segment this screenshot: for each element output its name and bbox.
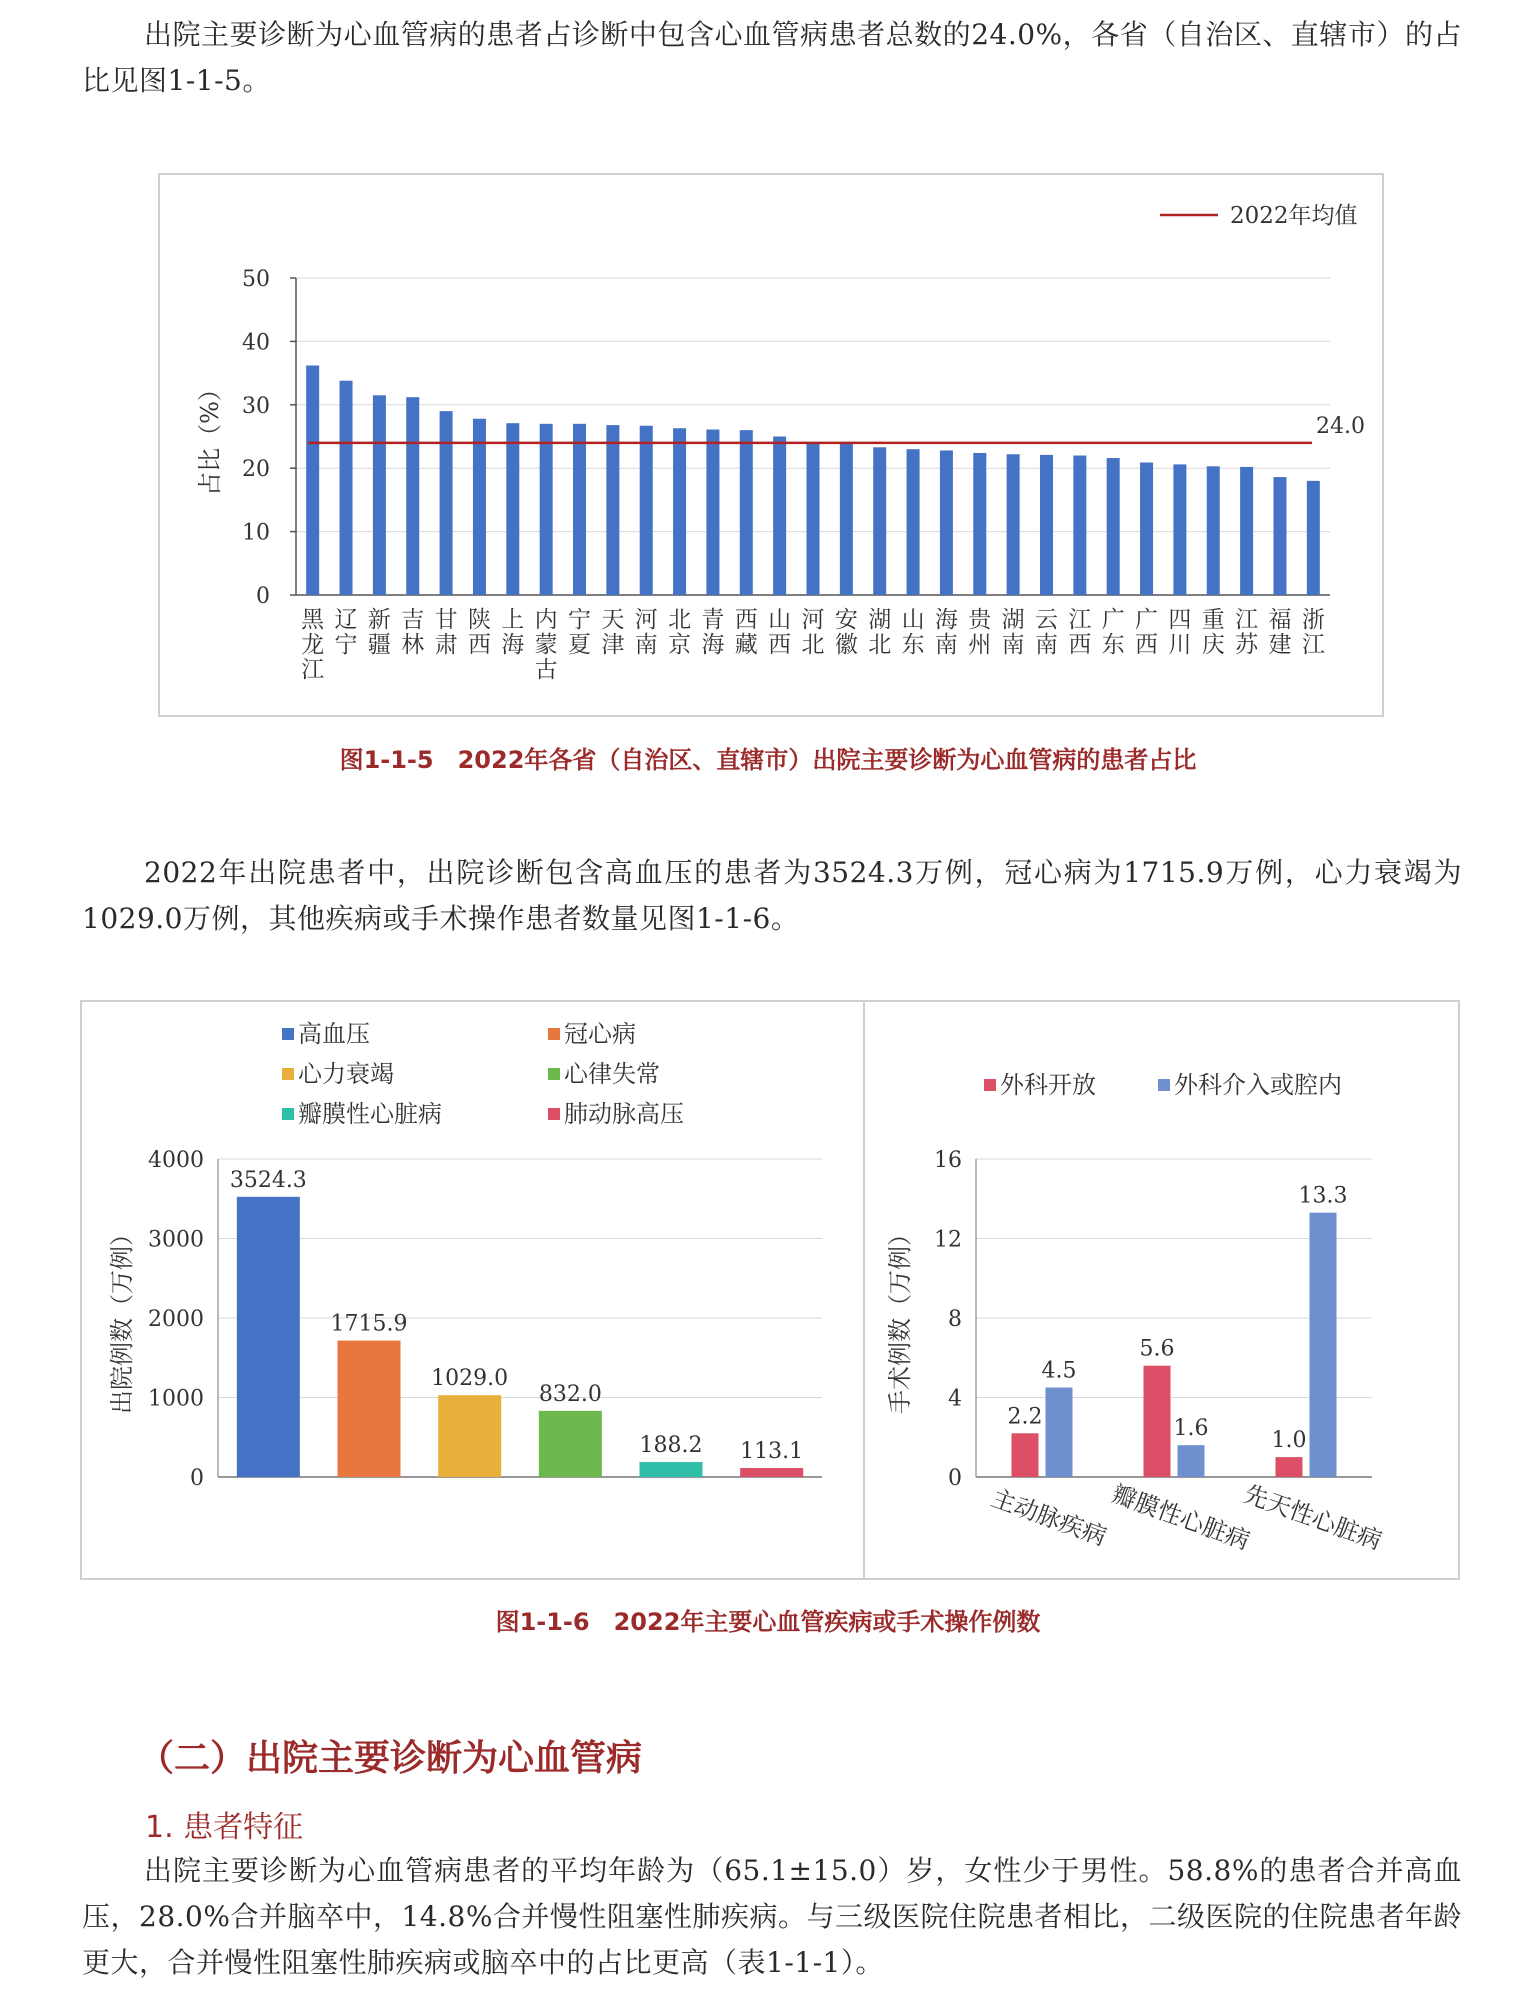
fig6b-data-label: 1.6 xyxy=(1173,1416,1209,1442)
fig6b-y-tick-label: 0 xyxy=(948,1466,962,1491)
fig5-bar xyxy=(673,428,686,595)
fig5-y-tick-label: 30 xyxy=(242,393,270,419)
fig6b-legend-label: 外科开放 xyxy=(1000,1071,1096,1099)
fig5-bar xyxy=(306,365,319,595)
fig5-bar xyxy=(1007,454,1020,595)
fig6a-bar xyxy=(640,1462,703,1477)
fig5-bar xyxy=(606,425,619,595)
fig5-x-tick-label: 广东 xyxy=(1101,607,1125,658)
fig5-bar xyxy=(1073,456,1086,595)
fig6b-bar xyxy=(1046,1388,1073,1477)
fig5-bar xyxy=(373,395,386,595)
fig6a-bar xyxy=(438,1395,501,1477)
fig6a-data-label: 113.1 xyxy=(740,1439,804,1465)
fig6a-bar xyxy=(338,1341,401,1477)
fig5-bar xyxy=(1307,481,1320,595)
fig6a-legend-swatch xyxy=(282,1028,294,1040)
fig5-chart xyxy=(160,175,1382,715)
fig5-legend-label: 2022年均值 xyxy=(1230,203,1358,229)
fig5-x-tick-label: 新疆 xyxy=(367,607,391,658)
fig6a-y-axis-label: 出院例数（万例） xyxy=(108,1222,136,1414)
fig5-x-tick-label: 天津 xyxy=(601,607,625,658)
fig6b-legend-swatch xyxy=(984,1079,996,1091)
fig6a-data-label: 832.0 xyxy=(538,1381,602,1407)
fig6a-data-label: 1029.0 xyxy=(431,1366,509,1392)
fig6b-legend-label: 外科介入或腔内 xyxy=(1174,1071,1342,1099)
fig6b-y-axis-label: 手术例数（万例） xyxy=(886,1222,914,1414)
fig5-bar xyxy=(773,437,786,596)
fig5-x-tick-label: 浙江 xyxy=(1301,607,1325,658)
fig5-bar xyxy=(440,411,453,595)
fig6a-data-label: 3524.3 xyxy=(229,1167,307,1193)
fig6-chart xyxy=(82,1002,1458,1578)
fig6a-legend-label: 心力衰竭 xyxy=(298,1060,394,1088)
fig6a-legend-label: 瓣膜性心脏病 xyxy=(298,1100,442,1128)
fig5-chart-frame xyxy=(158,173,1384,717)
fig6a-data-label: 1715.9 xyxy=(330,1311,408,1337)
fig6a-y-tick-label: 4000 xyxy=(148,1148,204,1173)
fig6a-legend-label: 冠心病 xyxy=(564,1020,636,1048)
fig6b-x-tick-label: 主动脉疾病 xyxy=(987,1483,1110,1552)
fig5-x-tick-label: 广西 xyxy=(1135,607,1159,658)
fig5-y-tick-label: 10 xyxy=(242,520,270,546)
bottom-paragraph: 出院主要诊断为心血管病患者的平均年龄为（65.1±15.0）岁，女性少于男性。58.8%的患者合并高血压，28.0%合并脑卒中，14.8%合并慢性阻塞性肺疾病。与三级医院住院患者相比，二级医院的住院患者年龄更大，合并慢性阻塞性肺疾病或脑卒中的占比更高（表1-1-1）。 xyxy=(82,1854,1462,1979)
fig6b-data-label: 4.5 xyxy=(1041,1358,1077,1384)
fig5-x-tick-label: 黑龙江 xyxy=(301,607,325,683)
fig5-x-tick-label: 四川 xyxy=(1168,607,1192,658)
fig5-bar xyxy=(1140,462,1153,595)
fig5-x-tick-label: 甘肃 xyxy=(434,607,458,658)
fig6a-legend-swatch xyxy=(548,1108,560,1120)
fig6b-x-tick-label: 先天性心脏病 xyxy=(1240,1479,1386,1556)
fig6b-data-label: 13.3 xyxy=(1298,1183,1348,1209)
fig6b-bar xyxy=(1276,1457,1303,1477)
fig5-average-label: 24.0 xyxy=(1316,413,1365,439)
fig5-bar xyxy=(1040,455,1053,595)
fig5-x-tick-label: 安徽 xyxy=(834,607,858,658)
fig5-x-tick-label: 湖南 xyxy=(1001,607,1025,658)
intro-paragraph: 出院主要诊断为心血管病的患者占诊断中包含心血管病患者总数的24.0%，各省（自治区、直辖市）的占比见图1-1-5。 xyxy=(82,18,1462,97)
fig6b-y-tick-label: 8 xyxy=(948,1307,962,1332)
fig5-x-tick-label: 陕西 xyxy=(467,607,491,658)
fig5-bar xyxy=(573,424,586,595)
fig6b-bar xyxy=(1144,1366,1171,1477)
fig5-bar xyxy=(740,430,753,595)
fig5-bar xyxy=(506,423,519,595)
fig6a-legend-swatch xyxy=(282,1068,294,1080)
fig5-x-tick-label: 海南 xyxy=(934,607,958,658)
fig6-caption: 图1-1-6 2022年主要心血管疾病或手术操作例数 xyxy=(495,1608,1041,1636)
fig6b-y-tick-label: 4 xyxy=(948,1386,962,1412)
fig6b-bar xyxy=(1178,1445,1205,1477)
fig5-x-tick-label: 辽宁 xyxy=(334,607,358,658)
fig5-x-tick-label: 上海 xyxy=(501,607,525,658)
fig5-x-tick-label: 江苏 xyxy=(1235,607,1259,658)
fig6a-y-tick-label: 0 xyxy=(190,1466,204,1491)
fig6b-bar xyxy=(1310,1213,1337,1477)
fig5-y-tick-label: 50 xyxy=(242,267,270,292)
fig5-bar xyxy=(406,397,419,595)
fig6a-legend-label: 高血压 xyxy=(298,1020,370,1048)
fig5-bar xyxy=(473,419,486,595)
fig6b-data-label: 5.6 xyxy=(1139,1336,1175,1362)
fig5-x-tick-label: 宁夏 xyxy=(568,607,592,658)
fig6b-bar xyxy=(1012,1433,1039,1477)
fig5-bar xyxy=(706,430,719,595)
fig5-bar xyxy=(1107,458,1120,595)
fig6a-y-tick-label: 3000 xyxy=(148,1227,204,1253)
fig5-y-axis-label: 占比（%） xyxy=(196,377,224,496)
fig6a-bar xyxy=(740,1468,803,1477)
fig6b-data-label: 1.0 xyxy=(1271,1428,1307,1454)
fig5-bar xyxy=(940,450,953,595)
fig6a-legend-label: 心律失常 xyxy=(564,1060,660,1088)
fig5-y-tick-label: 0 xyxy=(256,584,270,609)
fig5-bar xyxy=(807,442,820,595)
fig5-x-tick-label: 云南 xyxy=(1034,607,1058,658)
fig6a-legend-swatch xyxy=(548,1028,560,1040)
fig6a-legend-label: 肺动脉高压 xyxy=(564,1100,684,1128)
fig5-x-tick-label: 河北 xyxy=(801,607,825,658)
fig6b-y-tick-label: 16 xyxy=(934,1148,962,1173)
fig6a-legend-swatch xyxy=(548,1068,560,1080)
fig5-bar xyxy=(540,424,553,595)
fig5-bar xyxy=(873,447,886,595)
fig5-bar xyxy=(1173,464,1186,595)
fig5-bar xyxy=(640,426,653,595)
fig6b-data-label: 2.2 xyxy=(1007,1404,1043,1430)
fig5-bar xyxy=(340,381,353,595)
fig5-x-tick-label: 贵州 xyxy=(968,607,992,658)
fig6a-data-label: 188.2 xyxy=(639,1433,703,1459)
fig5-bar xyxy=(973,453,986,595)
fig5-caption: 图1-1-5 2022年各省（自治区、直辖市）出院主要诊断为心血管病的患者占比 xyxy=(339,746,1197,774)
fig5-x-tick-label: 吉林 xyxy=(401,607,425,658)
fig5-y-tick-label: 20 xyxy=(242,457,270,483)
fig6a-bar xyxy=(237,1197,300,1477)
section-title: （二）出院主要诊断为心血管病 xyxy=(138,1738,643,1779)
fig6a-bar xyxy=(539,1411,602,1477)
fig5-x-tick-label: 内蒙古 xyxy=(534,607,558,683)
fig5-x-tick-label: 山东 xyxy=(901,607,925,658)
fig6-chart-frame xyxy=(80,1000,1460,1580)
fig5-x-tick-label: 河南 xyxy=(634,607,658,658)
fig5-x-tick-label: 山西 xyxy=(768,607,792,658)
fig5-x-tick-label: 江西 xyxy=(1068,607,1092,658)
middle-paragraph: 2022年出院患者中，出院诊断包含高血压的患者为3524.3万例，冠心病为1715.9万例，心力衰竭为1029.0万例，其他疾病或手术操作患者数量见图1-1-6。 xyxy=(82,856,1462,935)
fig5-x-tick-label: 青海 xyxy=(701,607,725,658)
fig5-bar xyxy=(1207,466,1220,595)
fig5-x-tick-label: 湖北 xyxy=(868,607,892,658)
fig5-x-tick-label: 北京 xyxy=(668,607,692,658)
fig5-x-tick-label: 福建 xyxy=(1268,607,1292,658)
fig6b-x-tick-label: 瓣膜性心脏病 xyxy=(1108,1479,1254,1556)
fig5-bar xyxy=(907,449,920,595)
sub-title: 1. 患者特征 xyxy=(145,1810,304,1845)
fig5-bar xyxy=(1273,477,1286,595)
fig6a-y-tick-label: 1000 xyxy=(148,1386,204,1412)
fig6a-y-tick-label: 2000 xyxy=(148,1307,204,1332)
fig5-x-tick-label: 重庆 xyxy=(1201,607,1225,658)
fig5-bar xyxy=(1240,467,1253,595)
fig5-bar xyxy=(840,443,853,595)
fig6b-y-tick-label: 12 xyxy=(934,1227,962,1253)
fig6b-legend-swatch xyxy=(1158,1079,1170,1091)
fig5-y-tick-label: 40 xyxy=(242,330,270,356)
fig6a-legend-swatch xyxy=(282,1108,294,1120)
fig5-x-tick-label: 西藏 xyxy=(734,607,758,658)
